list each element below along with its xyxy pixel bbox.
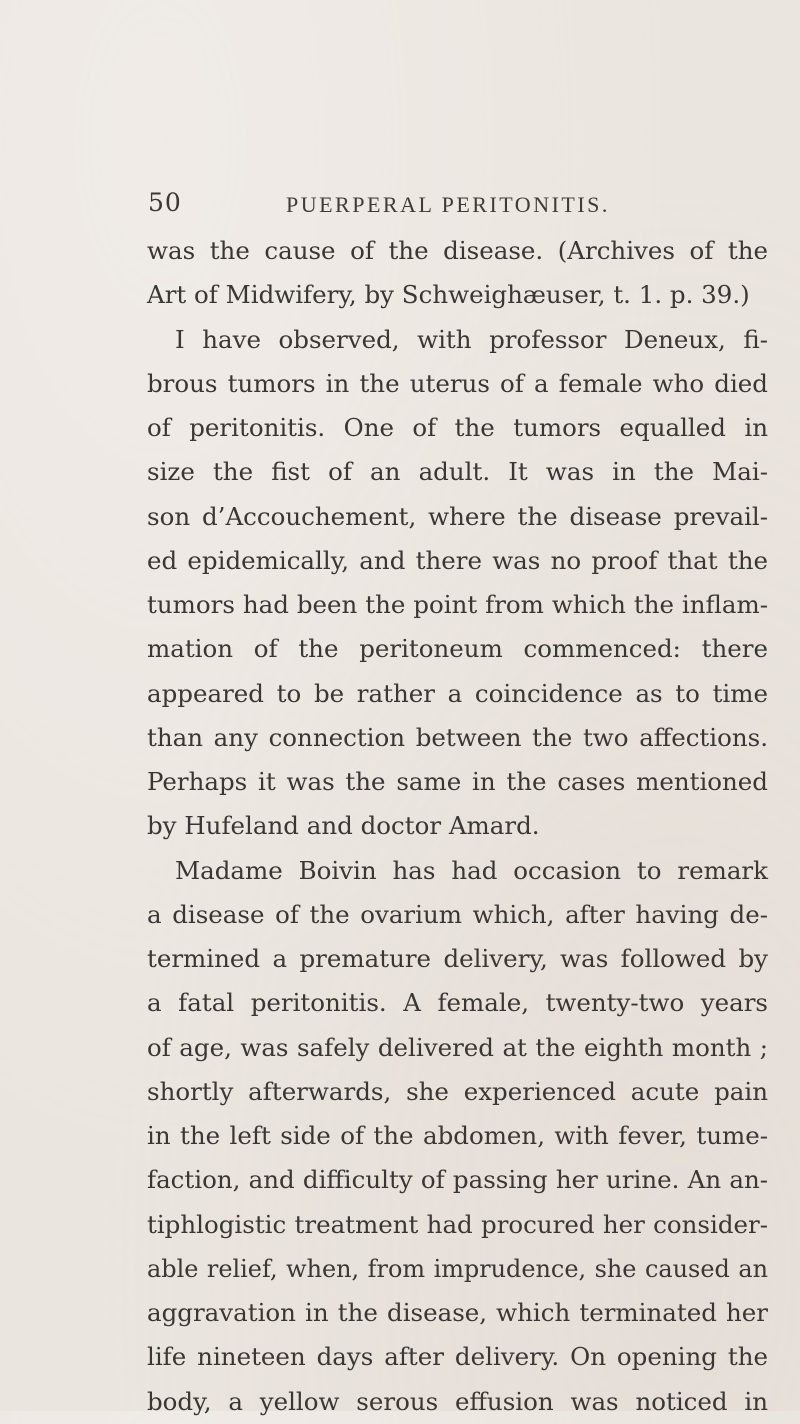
text-line: Madame Boivin has had occasion to remark (175, 855, 768, 885)
text-line: brous tumors in the uterus of a female who died (147, 368, 768, 398)
text-line: tumors had been the point from which the inflam- (147, 590, 768, 619)
running-head: PUERPERAL PERITONITIS. (286, 192, 610, 217)
text-line: termined a premature delivery, was followed by (147, 944, 768, 973)
text-line: by Hufeland and doctor Amard. (147, 811, 540, 841)
text-line: body, a yellow serous effusion was noticed in (147, 1386, 768, 1416)
text-line: Perhaps it was the same in the cases mentioned (147, 767, 768, 796)
text-line: able relief, when, from imprudence, she caused an (147, 1254, 768, 1283)
text-line: was the cause of the disease. (Archives of the (147, 236, 768, 265)
text-line: faction, and difficulty of passing her urine. An an- (147, 1165, 768, 1195)
body-text (147, 229, 768, 1424)
text-line: of peritonitis. One of the tumors equalled in (147, 413, 768, 442)
text-line: size the fist of an adult. It was in the Mai- (147, 457, 768, 487)
text-line: life nineteen days after delivery. On opening the (147, 1342, 768, 1372)
text-line: mation of the peritoneum commenced: there (147, 634, 768, 664)
text-line: appeared to be rather a coincidence as to time (147, 678, 768, 708)
text-line: than any connection between the two affections. (147, 722, 768, 752)
text-line: shortly afterwards, she experienced acute pain (147, 1076, 768, 1106)
text-line: Art of Midwifery, by Schweighæuser, t. 1. p. 39.) (147, 280, 750, 310)
text-line: I have observed, with professor Deneux, fi- (175, 324, 768, 354)
text-line: a fatal peritonitis. A female, twenty-two years (147, 988, 768, 1018)
page-header (148, 188, 748, 228)
page-number: 50 (148, 188, 182, 217)
text-line: tiphlogistic treatment had procured her consider- (147, 1209, 768, 1239)
text-line: of age, was safely delivered at the eighth month ; (147, 1032, 768, 1062)
text-line: ed epidemically, and there was no proof that the (147, 545, 768, 575)
text-line: aggravation in the disease, which terminated her (147, 1298, 768, 1327)
text-line: son d’Accouchement, where the disease prevail- (147, 501, 768, 531)
text-line: a disease of the ovarium which, after having de- (147, 899, 768, 929)
text-line: in the left side of the abdomen, with fever, tume- (147, 1121, 768, 1150)
